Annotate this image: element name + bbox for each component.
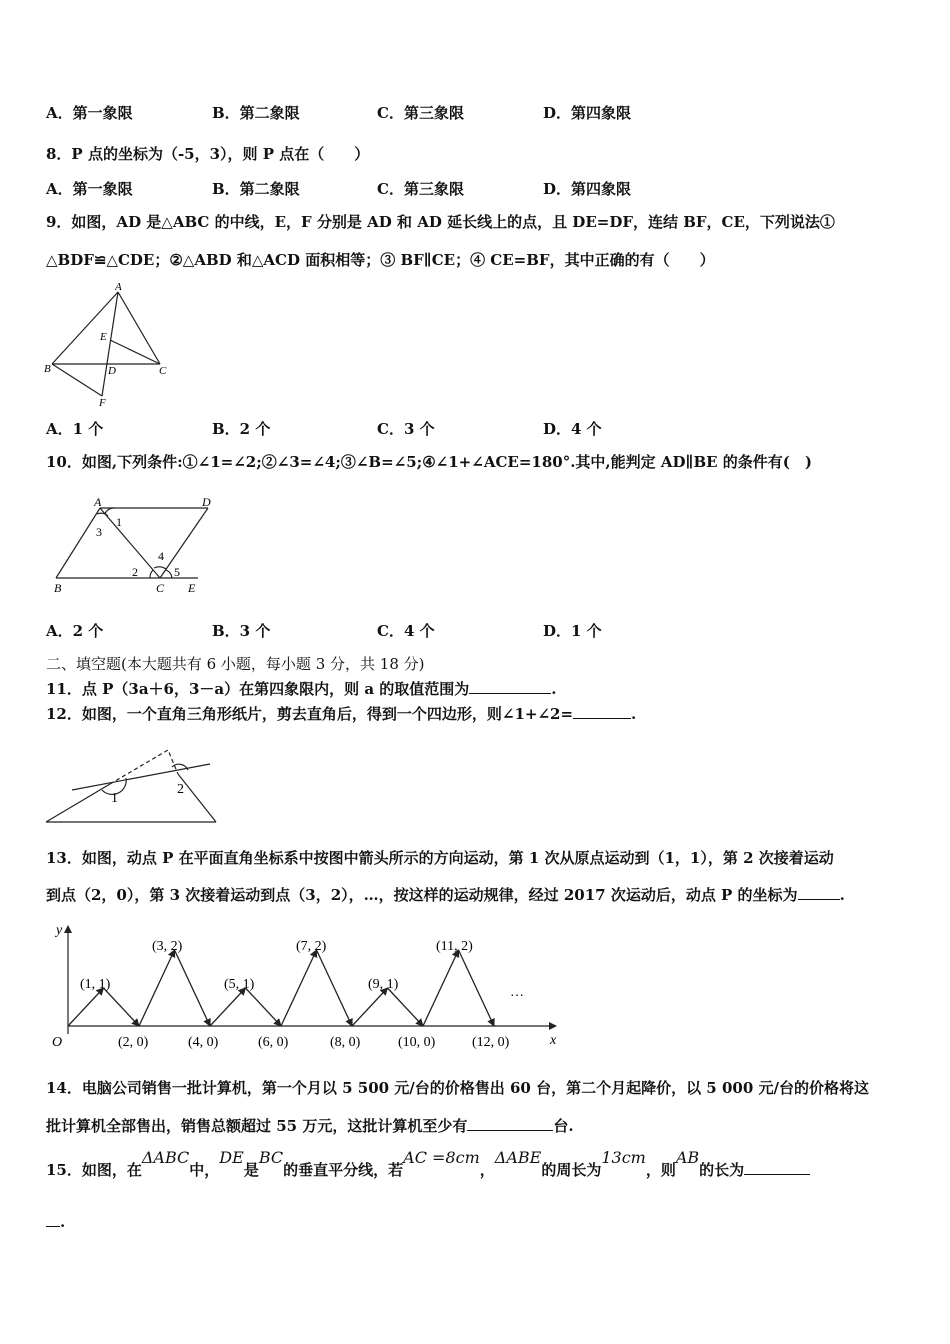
q10-options: [46, 620, 746, 640]
q8-option-d: D．第四象限: [543, 180, 632, 198]
q13-line2: [46, 885, 845, 905]
q10-option-b: B．3 个: [212, 622, 271, 640]
q10-option-d: D．1 个: [543, 622, 602, 640]
q13-label-11-2: (11, 2): [436, 939, 473, 954]
q13-label-7-2: (7, 2): [296, 939, 327, 954]
q15-answer-blank[interactable]: [744, 1160, 810, 1175]
q9-segment-bf: [52, 364, 102, 396]
q13-label-1-1: (1, 1): [80, 977, 111, 992]
q15-text-6: 的周长为: [541, 1161, 602, 1179]
q13-axis-x-label: x: [550, 1033, 557, 1048]
q9-label-a: A: [115, 282, 122, 293]
q12-cut-line: [72, 764, 210, 790]
q12-end: .: [631, 705, 637, 723]
q11-end: .: [551, 680, 557, 698]
q14-line2: [46, 1116, 574, 1136]
q13-path-step-2: [104, 988, 140, 1026]
q9-stem-line1: 9．如图，AD 是△ABC 的中线，E，F 分别是 AD 和 AD 延长线上的点，且 DE=DF，连结 BF，CE，下列说法①: [46, 213, 835, 231]
q15-math-abe: ΔABE: [494, 1148, 542, 1167]
q9-stem-line2: △BDF≌△CDE；②△ABD 和△ACD 面积相等；③ BF∥CE；④ CE=BF，其中正确的有（ ）: [46, 251, 715, 269]
q13-end: .: [839, 886, 845, 904]
q13-label-2-0: (2, 0): [118, 1035, 149, 1050]
q15-text-4: 的垂直平分线，若: [283, 1161, 404, 1179]
q12: [46, 704, 636, 724]
q15-math-abc: ΔABC: [141, 1148, 190, 1167]
q15-tail-dot: .: [60, 1213, 66, 1231]
q13-line2-text: 到点（2，0），第 3 次接着运动到点（3，2），…，按这样的运动规律，经过 2017 次运动后，动点 P 的坐标为: [46, 886, 798, 904]
q13-path-step-7: [281, 950, 317, 1026]
q13-path-step-3: [139, 950, 175, 1026]
q15-math-13cm: 13cm: [601, 1148, 646, 1167]
q13-origin-label: O: [52, 1035, 63, 1050]
q15-tail: [46, 1212, 65, 1232]
q13-label-6-0: (6, 0): [258, 1035, 289, 1050]
q13-label-10-0: (10, 0): [398, 1035, 436, 1050]
q9-option-c: C．3 个: [377, 420, 435, 438]
q9-option-d: D．4 个: [543, 420, 602, 438]
q7-options: [46, 102, 746, 122]
q14-answer-blank[interactable]: [467, 1116, 553, 1131]
q13-path-step-11: [423, 950, 459, 1026]
q13-path-step-9: [352, 988, 388, 1026]
q13-figure: [44, 922, 564, 1056]
q11-answer-blank[interactable]: [469, 679, 551, 694]
q11: [46, 679, 557, 699]
q15-answer-blank-cont[interactable]: [46, 1212, 60, 1227]
q13-line1: 13．如图，动点 P 在平面直角坐标系中按图中箭头所示的方向运动，第 1 次从原点运动到（1，1），第 2 次接着运动: [46, 849, 834, 867]
q15-math-ac: AC =8cm: [403, 1148, 480, 1167]
q15-math-ab: AB: [675, 1148, 700, 1167]
q15-text-2: 中，: [189, 1161, 220, 1179]
q7-option-d: D．第四象限: [543, 104, 632, 122]
q12-answer-blank[interactable]: [573, 704, 631, 719]
q12-angle-2: 2: [177, 782, 184, 797]
q13-ellipsis: …: [510, 985, 524, 1000]
q15-text-3: 是: [243, 1161, 259, 1179]
q13-path-step-5: [210, 988, 246, 1026]
q9-label-c: C: [159, 365, 167, 377]
q10-option-a: A．2 个: [46, 622, 104, 640]
q15-text-8: 的长为: [699, 1161, 745, 1179]
q13-answer-blank[interactable]: [798, 885, 840, 900]
q9-label-f: F: [99, 397, 106, 408]
q10-angle-4: 4: [158, 549, 164, 563]
q7-option-c: C．第三象限: [377, 104, 464, 122]
q10-label-e: E: [188, 581, 196, 595]
q10-label-c: C: [156, 581, 165, 595]
q7-option-a: A．第一象限: [46, 104, 133, 122]
q8-options: [46, 178, 746, 198]
q12-figure: [44, 740, 220, 826]
q13-axis-y-label: y: [56, 923, 63, 938]
q13-label-4-0: (4, 0): [188, 1035, 219, 1050]
q13-path-step-6: [246, 988, 282, 1026]
q11-text: 11．点 P（3a＋6，3－a）在第四象限内，则 a 的取值范围为: [46, 680, 470, 698]
q10-arc-5: [166, 570, 172, 578]
q15-text-5: ，: [479, 1161, 495, 1179]
q10-angle-5: 5: [174, 565, 180, 579]
q13-label-12-0: (12, 0): [472, 1035, 510, 1050]
q9-segment-ac: [118, 292, 160, 364]
q10-segment-ac: [100, 508, 160, 578]
q9-label-b: B: [44, 363, 51, 375]
q10-label-d: D: [202, 495, 211, 509]
q9-label-d: D: [108, 365, 116, 377]
q13-label-3-2: (3, 2): [152, 939, 183, 954]
q15-text-7: ，则: [645, 1161, 676, 1179]
q8-option-c: C．第三象限: [377, 180, 464, 198]
q10-stem: 10．如图,下列条件:①∠1=∠2;②∠3=∠4;③∠B=∠5;④∠1+∠ACE=180°.其中,能判定 AD∥BE 的条件有( ): [46, 453, 812, 471]
q12-triangle-left: [46, 784, 110, 822]
q10-label-a: A: [94, 495, 102, 509]
q13-path: [68, 950, 494, 1026]
q9-options: [46, 418, 746, 438]
q10-figure: [48, 494, 218, 598]
q10-angle-2: 2: [132, 565, 138, 579]
q10-segment-ab: [56, 508, 100, 578]
q10-segment-cd: [160, 508, 208, 578]
q12-angle-1: 1: [111, 791, 118, 806]
q8-stem: 8．P 点的坐标为（-5，3），则 P 点在（ ）: [46, 145, 370, 163]
q15: [46, 1148, 810, 1180]
q7-option-b: B．第二象限: [212, 104, 300, 122]
q8-option-a: A．第一象限: [46, 180, 133, 198]
q15-math-de: DE: [219, 1148, 244, 1167]
q9-label-e: E: [100, 331, 107, 343]
q13-path-step-8: [317, 950, 353, 1026]
q10-arc-4: [154, 567, 166, 569]
q9-figure: [44, 282, 174, 408]
q12-text: 12．如图，一个直角三角形纸片，剪去直角后，得到一个四边形，则∠1+∠2=: [46, 705, 574, 723]
q8-option-b: B．第二象限: [212, 180, 300, 198]
q14-line2-text: 批计算机全部售出，销售总额超过 55 万元，这批计算机至少有: [46, 1117, 468, 1135]
q13-path-step-10: [388, 988, 424, 1026]
q10-option-c: C．4 个: [377, 622, 435, 640]
q13-path-step-1: [68, 988, 104, 1026]
q13-label-5-1: (5, 1): [224, 977, 255, 992]
q13-path-step-12: [459, 950, 495, 1026]
q15-math-bc: BC: [258, 1148, 284, 1167]
q10-arc-1: [105, 508, 114, 514]
section-2-heading: 二、填空题(本大题共有 6 小题，每小题 3 分，共 18 分): [46, 655, 425, 673]
q14-line1: 14．电脑公司销售一批计算机，第一个月以 5 500 元/台的价格售出 60 台，第二个月起降价，以 5 000 元/台的价格将这: [46, 1079, 869, 1097]
q13-label-8-0: (8, 0): [330, 1035, 361, 1050]
q14-end: 台.: [553, 1117, 574, 1135]
q13-path-step-4: [175, 950, 211, 1026]
q13-label-9-1: (9, 1): [368, 977, 399, 992]
q9-option-a: A．1 个: [46, 420, 104, 438]
q10-angle-1: 1: [116, 515, 122, 529]
q10-arc-2: [150, 570, 153, 578]
q9-option-b: B．2 个: [212, 420, 271, 438]
q15-text-1: 15．如图，在: [46, 1161, 142, 1179]
q10-label-b: B: [54, 581, 62, 595]
q12-cut-corner: [110, 750, 178, 784]
q10-angle-3: 3: [96, 525, 102, 539]
